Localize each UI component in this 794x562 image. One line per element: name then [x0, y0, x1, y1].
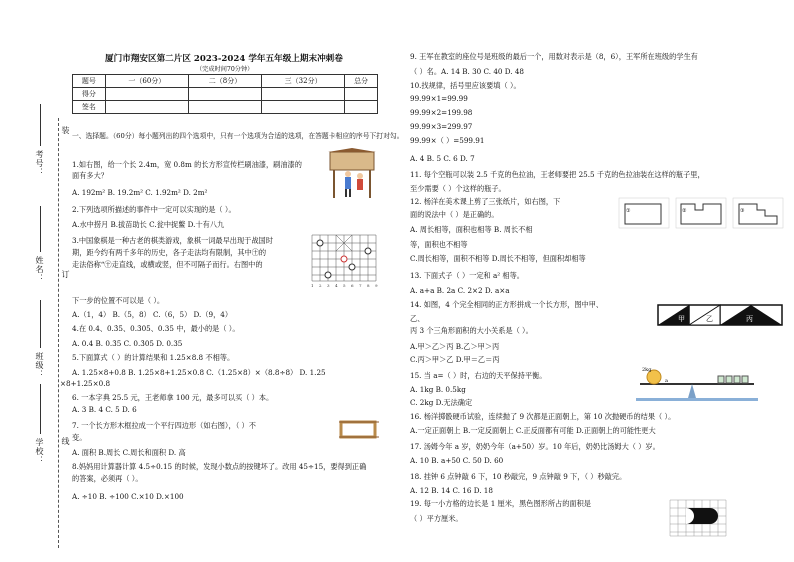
- student-id-line[interactable]: [40, 104, 41, 146]
- binding-dashed-line: [58, 118, 59, 548]
- signature-row: [73, 101, 378, 114]
- right-question-line: 14. 如图，4 个完全相同的正方形拼成一个长方形，图中甲、: [410, 300, 604, 309]
- score-col-part1: 一（60分）: [105, 75, 188, 88]
- chess-axis-tick: 3: [327, 283, 330, 288]
- right-question-line: A.一定正面朝上 B.一定反面朝上 C.正反面都有可能 D.正面朝上的可能性更大: [410, 426, 656, 435]
- right-question-line: C.丙＞甲＞乙 D.甲＝乙＝丙: [410, 355, 500, 364]
- exam-title: 厦门市翔安区第二片区 2023-2024 学年五年级上期末冲刺卷: [105, 54, 343, 64]
- right-question-line: 丙 3 个三角形面积的大小关系是（ ）。: [410, 326, 533, 335]
- left-question-line: A. 192m² B. 19.2m² C. 1.92m² D. 2m²: [72, 188, 208, 197]
- right-question-line: 99.99×2=199.98: [410, 108, 473, 117]
- school-line[interactable]: [40, 384, 41, 434]
- chess-axis-tick: 4: [335, 283, 338, 288]
- class-line[interactable]: [40, 300, 41, 348]
- left-question-line: 变。: [72, 433, 87, 442]
- left-question-line: 期，距今约有两千多年的历史，各子走法均有限制，其中㊉的: [72, 248, 267, 257]
- right-question-line: A. 周长相等，面积也相等 B. 周长不相: [410, 225, 533, 234]
- exam-subtitle: （完成时间70分钟）: [196, 66, 254, 73]
- balance-a-label: a: [665, 378, 668, 384]
- left-question-line: 下一步的位置不可以是（ ）。: [72, 296, 165, 305]
- svg-text:③: ③: [740, 208, 745, 214]
- score-table: [72, 74, 378, 114]
- left-question-line: 走法俗称“㊉走直线，或横或竖，但不可隔子而行。右图中的: [72, 260, 263, 269]
- right-question-line: C. 2kg D.无法确定: [410, 398, 473, 407]
- left-question-line: A.水中捞月 B.拔苗助长 C.瓮中捉鳖 D.十有八九: [72, 220, 225, 229]
- signature-row-label: 签名: [73, 101, 106, 114]
- grid-black-shape-figure: [668, 498, 728, 538]
- left-question-line: A. 0.4 B. 0.3̇5 C. 0.3̇05 D. 0.35: [72, 339, 183, 348]
- triangles-figure: [656, 303, 786, 327]
- left-question-line: ×8+1.25×0.8: [60, 379, 111, 388]
- balance-weight-label: 2kg: [642, 367, 652, 373]
- billboard-figure: [326, 148, 378, 200]
- left-question-line: A. 1.25×8+0.8 B. 1.25×8+1.25×0.8 C.（1.25×8）×（8.8÷8） D. 1.25: [72, 368, 326, 377]
- score-cell[interactable]: [262, 88, 345, 101]
- left-question-line: 2.下列选项所描述的事件中一定可以实现的是（ ）。: [72, 205, 236, 214]
- right-question-line: A. 1kg B. 0.5kg: [410, 385, 466, 394]
- right-question-line: C.周长相等，面积不相等 D.周长不相等，但面积却相等: [410, 254, 586, 263]
- name-label: 姓名：: [35, 256, 44, 283]
- right-question-line: 16. 杨洋掷骰硬币试验，连续抛了 9 次都是正面朝上，第 10 次抛硬币的结果（ ）。: [410, 412, 676, 421]
- right-question-line: 11. 每个空瓶可以装 2.5 千克的色拉油，王老师要把 25.5 千克的色拉油装在这样的瓶子里，: [410, 170, 705, 179]
- school-label: 学校：: [35, 438, 44, 465]
- left-question-line: 6. 一本字典 25.5 元，王老师拿 100 元，最多可以买（ ）本。: [72, 393, 274, 402]
- score-col-total: 总分: [345, 75, 378, 88]
- chess-axis-tick: 6: [351, 283, 354, 288]
- left-question-line: 的答案，必须再（ ）。: [72, 474, 143, 483]
- paper-shapes-figure: [617, 196, 787, 230]
- svg-text:②: ②: [682, 208, 687, 214]
- right-question-line: 等，面积也不相等: [410, 240, 468, 249]
- left-question-line: 5.下面算式（ ）的计算结果和 1.25×8.8 不相等。: [72, 353, 235, 362]
- right-question-line: （ ）名。A. 14 B. 30 C. 40 D. 48: [410, 67, 524, 76]
- left-question-line: A.（1，4） B.（5，8） C.（6，5） D.（9，4）: [72, 310, 233, 319]
- chess-axis-tick: 8: [367, 283, 370, 288]
- right-question-line: A.甲＞乙＞丙 B.乙＞甲＞丙: [410, 342, 500, 351]
- signature-cell[interactable]: [345, 101, 378, 114]
- right-question-line: 面的说法中（ ）是正确的。: [410, 210, 499, 219]
- right-question-line: 18. 挂钟 6 点钟敲 6 下，10 秒敲完，9 点钟敲 9 下，（ ）秒敲完。: [410, 472, 627, 481]
- binding-zhuang: 装: [61, 126, 70, 135]
- left-question-line: A. 面积 B.周长 C.周长和面积 D. 高: [72, 448, 186, 457]
- right-question-line: （ ）平方厘米。: [410, 514, 463, 523]
- score-row: [73, 88, 378, 101]
- balance-scale-figure: [632, 366, 762, 402]
- chess-axis-tick: 2: [319, 283, 322, 288]
- triangle-label: 甲: [678, 315, 685, 323]
- chess-axis-tick: 1: [311, 283, 314, 288]
- name-line[interactable]: [40, 206, 41, 252]
- signature-cell[interactable]: [262, 101, 345, 114]
- left-question-line: A. ÷10 B. ÷100 C.×10 D.×100: [72, 492, 184, 501]
- right-question-line: A. 4 B. 5 C. 6 D. 7: [410, 154, 475, 163]
- right-question-line: 15. 当 a=（ ）时，右边的天平保持平衡。: [410, 371, 547, 380]
- score-cell[interactable]: [345, 88, 378, 101]
- right-question-line: 13. 下面式子（ ）一定和 a² 相等。: [410, 271, 524, 280]
- svg-text:①: ①: [626, 208, 631, 214]
- signature-cell[interactable]: [105, 101, 188, 114]
- right-question-line: A. a+a B. 2a C. 2×2 D. a×a: [410, 286, 510, 295]
- left-question-line: 8.妈妈用计算器计算 4.5÷0.15 的时候，发现小数点的按键坏了。改用 45÷15，要得到正确: [72, 462, 367, 471]
- binding-xian: 线: [61, 437, 70, 446]
- score-cell[interactable]: [105, 88, 188, 101]
- score-col-part3: 三（32分）: [262, 75, 345, 88]
- right-question-line: 19. 每一小方格的边长是 1 厘米，黑色图形所占的面积是: [410, 499, 591, 508]
- score-table-header-row: [73, 75, 378, 88]
- right-question-line: 99.99×1=99.99: [410, 94, 468, 103]
- right-question-line: 10.找规律，括号里应该要填（ ）。: [410, 81, 521, 90]
- left-question-line: A. 3 B. 4 C. 5 D. 6: [72, 405, 137, 414]
- right-question-line: A. 10 B. a+50 C. 50 D. 60: [410, 456, 504, 465]
- wooden-frame-figure: [337, 418, 381, 442]
- right-question-line: 9. 王军在教室的座位号是班级的最后一个，用数对表示是（8，6），王军所在班级的学生有: [410, 52, 698, 61]
- left-question-line: 面有多大？: [72, 171, 108, 180]
- chess-grid-figure: [308, 233, 380, 289]
- chess-axis-tick: 5: [343, 283, 346, 288]
- score-row-label: 得分: [73, 88, 106, 101]
- student-id-label: 考号：: [35, 150, 44, 177]
- right-question-line: 至少需要（ ）个这样的瓶子。: [410, 184, 506, 193]
- left-question-line: 4.在 0.4、0.3̇5、0.3̇05、0.35 中，最小的是（ ）。: [72, 324, 240, 333]
- score-col-part2: 二（8分）: [188, 75, 261, 88]
- left-question-line: 7. 一个长方形木框拉成一个平行四边形（如右图），（ ）不: [72, 421, 256, 430]
- class-label: 班级：: [35, 352, 44, 379]
- right-question-line: 17. 汤姆今年 a 岁，奶奶今年（a+50）岁。10 年后，奶奶比汤姆大（ ）岁。: [410, 442, 660, 451]
- right-question-line: A. 12 B. 14 C. 16 D. 18: [410, 486, 493, 495]
- chess-axis-tick: 9: [375, 283, 378, 288]
- left-question-line: 3.中国象棋是一种古老的棋类游戏，象棋一词最早出现于战国时: [72, 236, 273, 245]
- right-question-line: 乙、: [410, 314, 425, 323]
- section1-heading: 一、选择题。（60分）每小题列出的四个选项中，只有一个选项为合适的选项，在答题卡相应的序号下打对勾。: [72, 132, 404, 140]
- score-cell[interactable]: [188, 88, 261, 101]
- chess-axis-tick: 7: [359, 283, 362, 288]
- triangle-label: 乙: [706, 315, 713, 323]
- signature-cell[interactable]: [188, 101, 261, 114]
- left-question-line: 1.如右图，给一个长 2.4m，宽 0.8m 的长方形宣传栏刷油漆，刷油漆的: [72, 160, 302, 169]
- right-question-line: 99.99×（ ）=599.91: [410, 136, 485, 145]
- binding-ding: 订: [61, 270, 70, 279]
- triangle-label: 丙: [746, 315, 753, 323]
- right-question-line: 99.99×3=299.97: [410, 122, 473, 131]
- right-question-line: 12. 杨洋在美术课上剪了三张纸片，如右图，下: [410, 197, 561, 206]
- score-col-label: 题号: [73, 75, 106, 88]
